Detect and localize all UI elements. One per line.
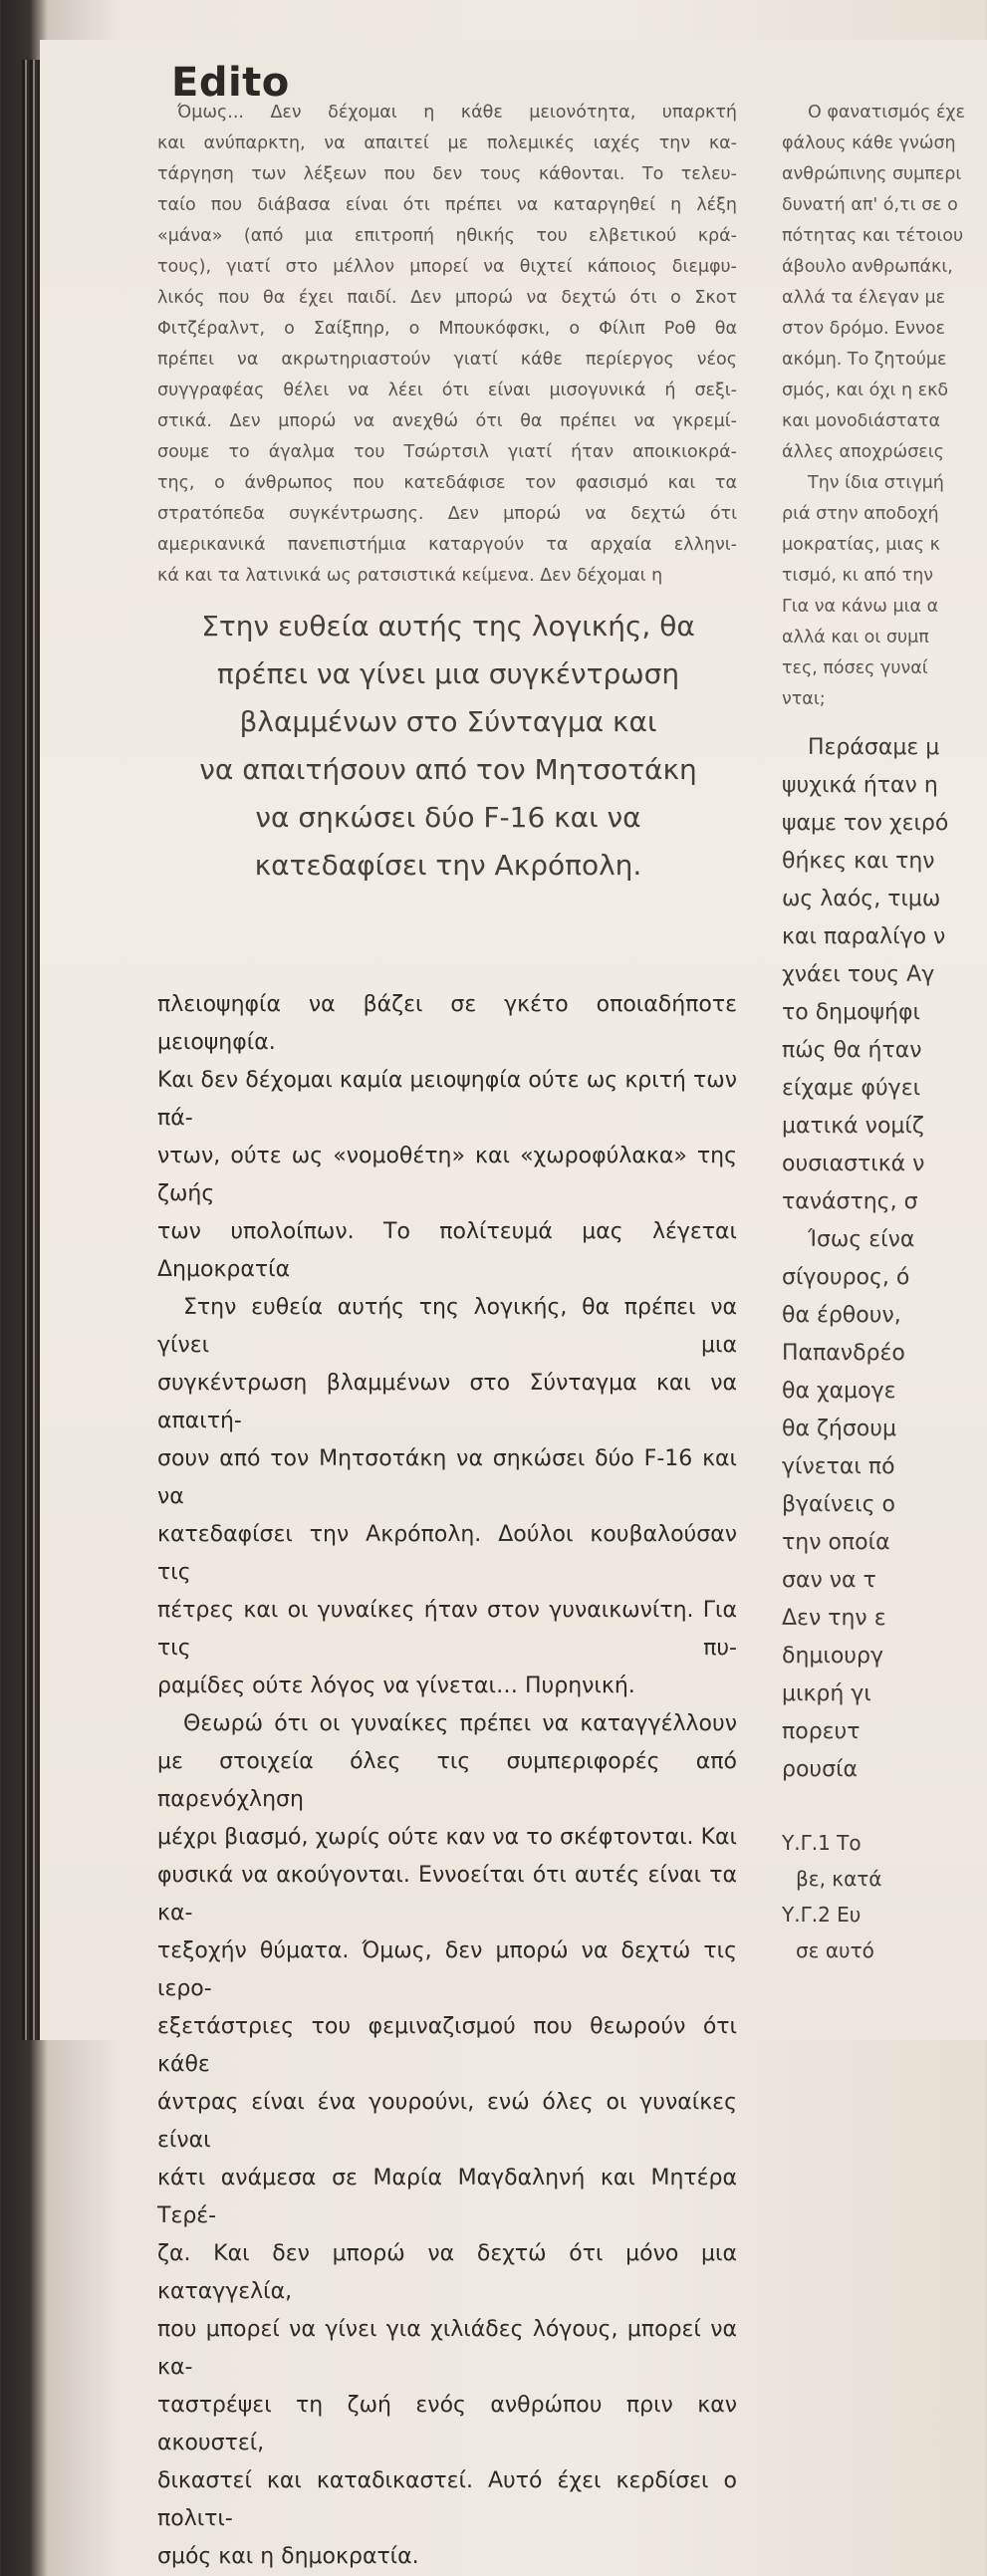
text-line: εξετάστριες του φεμιναζισμού που θεωρούν ότι κάθε — [157, 2014, 737, 2077]
text-line: είχαμε φύγει — [782, 1076, 921, 1101]
text-line: φάλους κάθε γνώση — [782, 133, 956, 153]
right-column-text — [782, 98, 987, 1968]
right-column-large-text — [782, 729, 987, 1789]
text-line: Στην ευθεία αυτής της λογικής, θα πρέπει να γίνει μια — [157, 1295, 737, 1358]
text-line: τάργηση των λέξεων που δεν τους κάθονται. Το τελευ- — [157, 164, 737, 184]
text-line: άβουλο ανθρωπάκι, — [782, 257, 953, 277]
right-column-footnotes — [782, 1825, 987, 1968]
text-line: και παραλίγο ν — [782, 924, 946, 949]
footnote-line: Υ.Γ.2 Ευ — [782, 1903, 862, 1927]
pull-quote — [149, 603, 747, 890]
text-line: μοκρατίας, μιας κ — [782, 535, 940, 555]
text-line: σμός, και όχι η εκδ — [782, 381, 949, 400]
text-line: χνάει τους Αγ — [782, 962, 935, 987]
text-line: βγαίνεις ο — [782, 1492, 895, 1517]
text-line: και ανύπαρκτη, να απαιτεί με πολεμικές ιαχές την κα- — [157, 133, 737, 153]
pull-quote-line: να σηκώσει δύο F-16 και να — [255, 801, 641, 834]
text-line: ματικά νομίζ — [782, 1114, 924, 1139]
text-line: Παπανδρέο — [782, 1341, 905, 1366]
text-line: ντων, ούτε ως «νομοθέτη» και «χωροφύλακα» της ζωής — [157, 1144, 737, 1206]
text-line: ταστρέψει τη ζωή ενός ανθρώπου πριν καν ακουστεί, — [157, 2393, 737, 2455]
text-line: μέχρι βιασμό, χωρίς ούτε καν να το σκέφτονται. Και — [157, 1825, 737, 1850]
text-line: Περάσαμε μ — [808, 735, 940, 760]
footnote-line: σε αυτό — [796, 1938, 874, 1962]
text-line: την οποία — [782, 1530, 890, 1555]
text-line: και μονοδιάστατα — [782, 411, 941, 431]
footnote-line: βε, κατά — [796, 1867, 882, 1891]
text-line: πρέπει να ακρωτηριαστούν γιατί κάθε περίεργος νέος — [157, 350, 737, 370]
text-line: Και δεν δέχομαι καμία μειοψηφία ούτε ως κριτή των πά- — [157, 1068, 737, 1131]
text-line: ριά στην αποδοχή — [782, 504, 939, 524]
text-line: ανθρώπινης συμπερι — [782, 164, 962, 184]
text-line: φυσικά να ακούγονται. Εννοείται ότι αυτές είναι τα κα- — [157, 1863, 737, 1926]
text-line: μικρή γι — [782, 1681, 871, 1706]
text-line: αλλά τα έλεγαν με — [782, 288, 946, 308]
text-line: θα έρθουν, — [782, 1303, 901, 1328]
text-line: τεξοχήν θύματα. Όμως, δεν μπορώ να δεχτώ τις ιερο- — [157, 1938, 737, 2001]
text-line: πέτρες και οι γυναίκες ήταν στον γυναικωνίτη. Για τις πυ- — [157, 1598, 737, 1661]
text-line: το δημοψήφι — [782, 1000, 920, 1025]
section-title: Edito — [171, 60, 290, 106]
text-line: Την ίδια στιγμή — [808, 473, 944, 493]
text-line: τους), γιατί στο μέλλον μπορεί να θιχτεί κάποιος διεμφυ- — [157, 257, 737, 277]
text-line: θήκες και την — [782, 849, 935, 874]
text-line: Για να κάνω μια α — [782, 597, 939, 617]
text-line: σίγουρος, ό — [782, 1265, 910, 1290]
text-line: στον δρόμο. Εννοε — [782, 319, 945, 339]
footnote-line: Υ.Γ.1 Το — [782, 1831, 862, 1855]
text-line: τες, πόσες γυναί — [782, 658, 928, 678]
text-line: γίνεται πό — [782, 1454, 895, 1479]
text-line: ζα. Και δεν μπορώ να δεχτώ ότι μόνο μια καταγγελία, — [157, 2241, 737, 2304]
text-line: συγγραφέας θέλει να λέει ότι είναι μισογυνικά ή σεξι- — [157, 381, 737, 400]
text-line: ραμίδες ούτε λόγος να γίνεται… Πυρηνική. — [157, 1674, 635, 1698]
text-line: Ο φανατισμός έχε — [808, 103, 965, 123]
left-column-top-text — [157, 98, 737, 592]
text-line: σουμε το άγαλμα του Τσώρτσιλ γιατί ήταν αποικιοκρά- — [157, 442, 737, 462]
text-line: σουν από τον Μητσοτάκη να σηκώσει δύο F-16 και να — [157, 1446, 737, 1509]
text-line: με στοιχεία όλες τις συμπεριφορές από παρενόχληση — [157, 1749, 737, 1812]
text-line: της, ο άνθρωπος που κατεδάφισε τον φασισμό και τα — [157, 473, 737, 493]
text-line: συγκέντρωση βλαμμένων στο Σύνταγμα και να απαιτή- — [157, 1371, 737, 1433]
text-line: δικαστεί και καταδικαστεί. Αυτό έχει κερδίσει ο πολιτι- — [157, 2468, 737, 2531]
right-column-small-text — [782, 98, 987, 715]
text-line: σαν να τ — [782, 1568, 876, 1593]
pull-quote-line: να απαιτήσουν από τον Μητσοτάκη — [199, 753, 697, 786]
text-line: των υπολοίπων. Το πολίτευμά μας λέγεται Δημοκρατία — [157, 1219, 737, 1282]
text-line: κά και τα λατινικά ως ρατσιστικά κείμενα. Δεν δέχομαι η — [157, 566, 663, 586]
text-line: πώς θα ήταν — [782, 1038, 922, 1063]
text-line: στρατόπεδα συγκέντρωσης. Δεν μπορώ να δεχτώ ότι — [157, 504, 737, 524]
text-line: νται; — [782, 689, 826, 709]
text-line: ακόμη. Το ζητούμε — [782, 350, 947, 370]
text-line: στικά. Δεν μπορώ να ανεχθώ ότι θα πρέπει να γκρεμί- — [157, 411, 737, 431]
text-line: Όμως... Δεν δέχομαι η κάθε μειονότητα, υπαρκτή — [177, 103, 737, 123]
text-line: ως λαός, τιμω — [782, 887, 941, 911]
pull-quote-line: κατεδαφίσει την Ακρόπολη. — [254, 849, 642, 882]
text-line: σμός και η δημοκρατία. — [157, 2544, 419, 2569]
text-line: Ίσως είνα — [808, 1227, 915, 1252]
pull-quote-line: Στην ευθεία αυτής της λογικής, θα — [201, 610, 695, 643]
text-line: πορευτ — [782, 1719, 861, 1744]
text-line: που μπορεί να γίνει για χιλιάδες λόγους, μπορεί να κα- — [157, 2317, 737, 2380]
text-line: τανάστης, σ — [782, 1189, 918, 1214]
text-line: κατεδαφίσει την Ακρόπολη. Δούλοι κουβαλούσαν τις — [157, 1522, 737, 1585]
text-line: αλλά και οι συμπ — [782, 628, 929, 647]
text-line: ρουσία — [782, 1757, 859, 1782]
text-line: δημιουργ — [782, 1644, 884, 1669]
text-line: ουσιαστικά ν — [782, 1152, 925, 1176]
text-line: «μάνα» (από μια επιτροπή ηθικής του ελβετικού κρά- — [157, 226, 737, 246]
left-column-bottom-text — [157, 986, 737, 2576]
text-line: κάτι ανάμεσα σε Μαρία Μαγδαληνή και Μητέρα Τερέ- — [157, 2166, 737, 2228]
text-line: άντρας είναι ένα γουρούνι, ενώ όλες οι γυναίκες είναι — [157, 2090, 737, 2153]
text-line: τισμό, κι από την — [782, 566, 934, 586]
text-line: ταίο που διάβασα είναι ότι πρέπει να καταργηθεί η λέξη — [157, 195, 737, 215]
text-line: δυνατή απ' ό,τι σε ο — [782, 195, 958, 215]
text-line: θα ζήσουμ — [782, 1417, 896, 1441]
text-line: Θεωρώ ότι οι γυναίκες πρέπει να καταγγέλλουν — [183, 1711, 737, 1736]
text-line: λικός που θα έχει παιδί. Δεν μπορώ να δεχτώ ότι ο Σκοτ — [157, 288, 737, 308]
text-line: άλλες αποχρώσεις — [782, 442, 944, 462]
pull-quote-line: πρέπει να γίνει μια συγκέντρωση — [216, 657, 680, 690]
text-line: θα χαμογε — [782, 1379, 896, 1404]
text-line: πλειοψηφία να βάζει σε γκέτο οποιαδήποτε μειοψηφία. — [157, 992, 737, 1055]
text-line: ψυχικά ήταν η — [782, 773, 938, 798]
text-line: πότητας και τέτοιου — [782, 226, 964, 246]
text-line: ψαμε τον χειρό — [782, 811, 949, 836]
text-line: Φιτζέραλντ, ο Σαίξπηρ, ο Μπουκόφσκι, ο Φίλιπ Ροθ θα — [157, 319, 737, 339]
text-line: αμερικανικά πανεπιστήμια καταργούν τα αρχαία ελληνι- — [157, 535, 737, 555]
pull-quote-line: βλαμμένων στο Σύνταγμα και — [239, 705, 657, 738]
text-line: Δεν την ε — [782, 1606, 886, 1631]
